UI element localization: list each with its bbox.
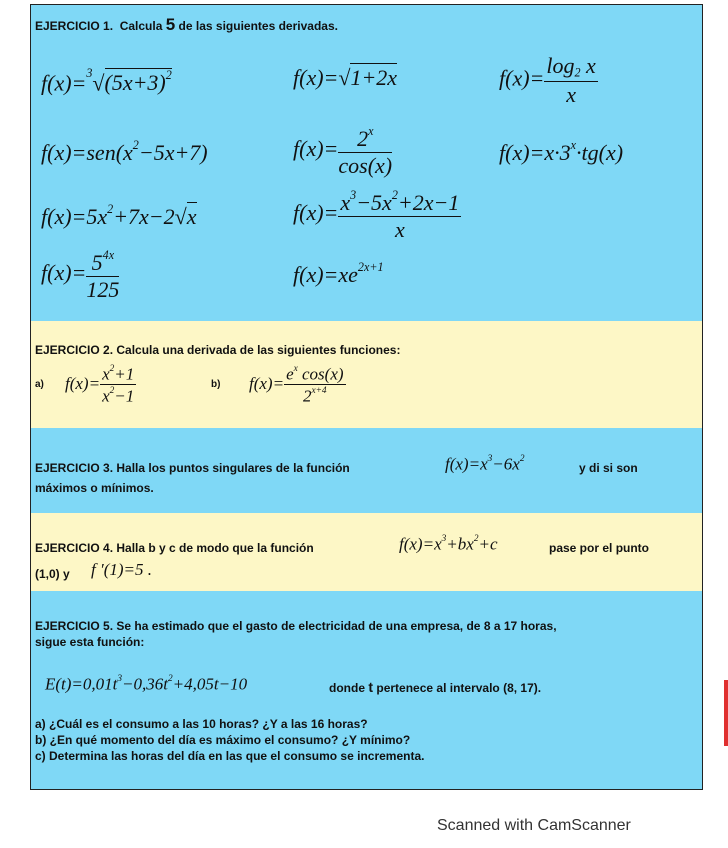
formula-10: $f(x)=xe^{2x+1}$: [293, 260, 384, 287]
formula-9: f(x)= $\frac{5^{4x}}{125}$: [41, 248, 120, 302]
ex3-text-a: EJERCICIO 3. Halla los puntos singulares de la función: [35, 461, 350, 475]
formula-2b: f(x)= $\frac{e^x \cos(x)}{2^{x+4}}$: [249, 364, 344, 406]
exercise-2-title: EJERCICIO 2. Calcula una derivada de las siguientes funciones:: [35, 343, 401, 357]
ex5-t: t: [368, 679, 374, 695]
ex5-where-word: donde: [329, 681, 365, 695]
ex1-number: 5: [165, 15, 176, 34]
formula-8: f(x)= $\frac{x^3-5x^2+2x-1}{x}$: [293, 188, 460, 242]
ex5-qa: a) ¿Cuál es el consumo a las 10 horas? ¿Y a las 16 horas?: [35, 717, 368, 731]
camscanner-footer: Scanned with CamScanner: [437, 817, 631, 834]
ex5-qc: c) Determina las horas del día en las que el consumo se incrementa.: [35, 749, 425, 763]
ex4-text-b: pase por el punto: [549, 541, 650, 555]
formula-7: $f(x)=5x^2+7x-2√x$: [41, 202, 197, 229]
red-edge-mark: [724, 680, 728, 746]
formula-5: f(x)= $\frac{2^x}{\cos(x)}$: [293, 124, 393, 178]
ex5-where: [329, 679, 541, 695]
exercise-1-title: [35, 15, 338, 35]
ex5-line2: sigue esta función:: [35, 635, 145, 649]
ex2-b-label: b): [211, 379, 221, 390]
ex1-prefix: EJERCICIO 1.: [35, 19, 114, 33]
ex1-text-a: Calcula: [119, 19, 163, 33]
ex5-interval: pertenece al intervalo (8, 17).: [376, 681, 542, 695]
formula-4: $f(x)=sen(x^2-5x+7)$: [41, 138, 208, 165]
ex3-text-c: máximos o mínimos.: [35, 481, 154, 495]
formula-2a: f(x)= $\frac{x^2+1}{x^2-1}$: [65, 364, 135, 406]
worksheet: [30, 4, 703, 790]
ex4-text-c: (1,0) y: [35, 567, 70, 581]
formula-2: f(x)=√1+2x: [293, 65, 398, 90]
formula-3: f(x)= $\frac{\log 2 x}{x}$: [499, 53, 596, 107]
ex2-a-label: a): [35, 379, 44, 390]
formula-4-cond: f ′(1)=5 .: [91, 560, 152, 579]
formula-6: $f(x)=x\cdot 3^x\cdot tg(x)$: [499, 138, 624, 165]
formula-5-ex: $E(t)=0,01t^3-0,36t^2+4,05t-10$: [45, 674, 248, 694]
formula-1: $f(x)=^3√(5x+3)^2$: [41, 66, 172, 96]
ex5-qb: b) ¿En qué momento del día es máximo el consumo? ¿Y mínimo?: [35, 733, 411, 747]
ex1-text-b: de las siguientes derivadas.: [178, 19, 338, 33]
ex5-line1: EJERCICIO 5. Se ha estimado que el gasto de electricidad de una empresa, de 8 a 17 horas,: [35, 619, 557, 633]
ex3-text-b: y di si son: [579, 461, 638, 475]
ex4-text-a: EJERCICIO 4. Halla b y c de modo que la función: [35, 541, 314, 555]
formula-3-ex: $f(x)=x^3-6x^2$: [445, 454, 525, 474]
formula-4-ex: $f(x)=x^3+bx^2+c$: [399, 534, 498, 554]
